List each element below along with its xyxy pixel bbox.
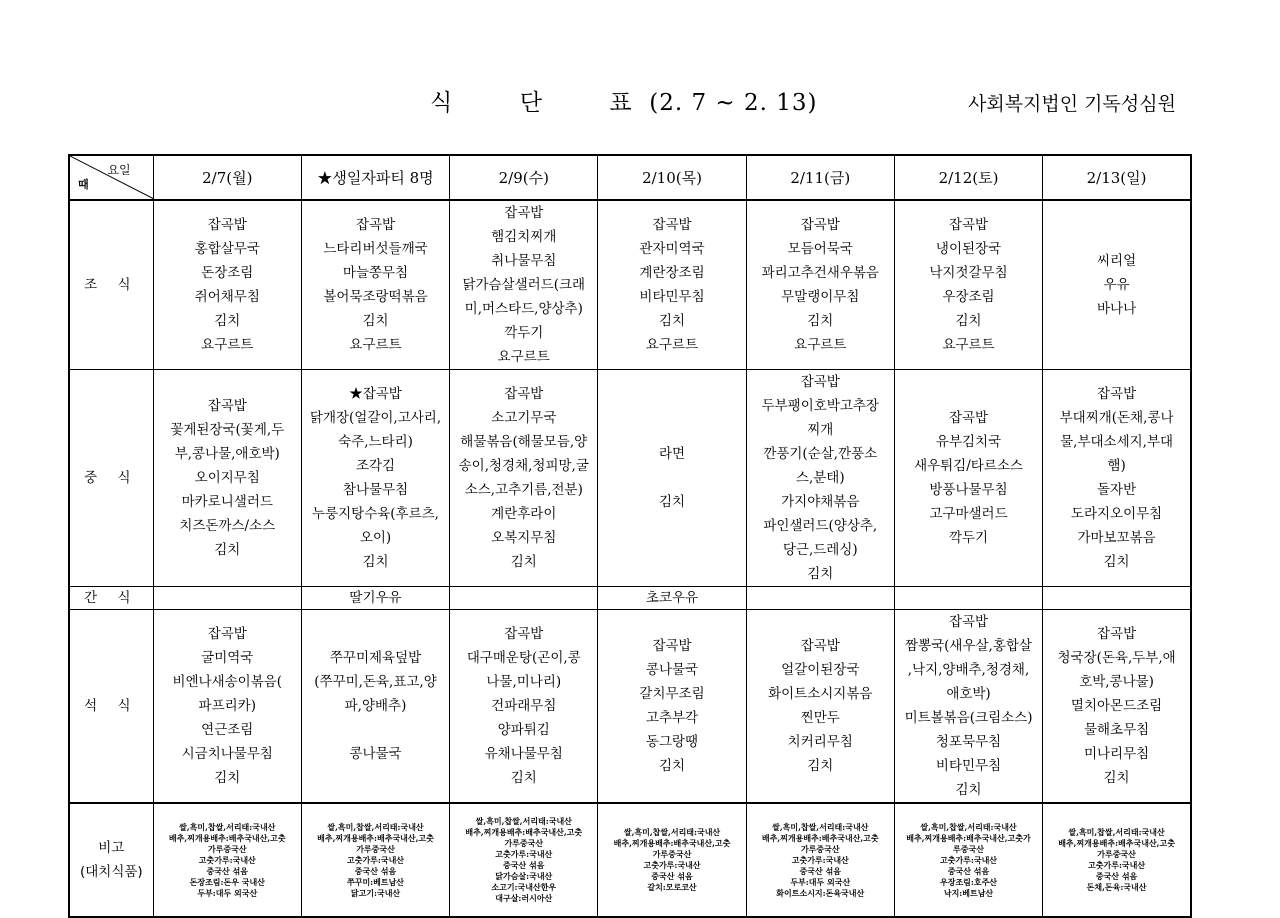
- menu-item: 햄): [1107, 458, 1126, 474]
- notes-cell: [153, 803, 301, 917]
- menu-item: [598, 466, 745, 490]
- dinner-cell: [894, 610, 1042, 804]
- origin-note-line: 배추,찌개용배추:배추국내산,고춧: [168, 832, 286, 843]
- menu-item: 나물,미나리): [486, 674, 562, 690]
- menu-item: 꽈리고추건새우볶음: [761, 265, 879, 281]
- dinner-row: [69, 610, 1191, 804]
- meal-label-notes: [69, 803, 153, 917]
- menu-item: 잡곡밥: [948, 614, 989, 630]
- menu-item: 스,분태): [795, 470, 845, 486]
- origin-note-line: 고춧가루:국내산: [939, 854, 998, 865]
- organization-name: 사회복지법인 기독성심원: [968, 93, 1176, 115]
- origin-note-line: 배추,찌개용배추:배추국내산,고춧: [613, 838, 731, 848]
- menu-item: 시금치나물무침: [181, 746, 273, 762]
- day-header: 2/13(일): [1043, 155, 1191, 200]
- menu-item: 닭개장(얼갈이,고사리,: [309, 410, 442, 426]
- menu-item: 쥐어채무침: [194, 289, 260, 305]
- menu-item: 호박,콩나물): [1079, 674, 1154, 690]
- day-header: 2/9(수): [450, 155, 598, 200]
- dinner-cell: [450, 610, 598, 804]
- origin-note-line: 가루중국산: [800, 843, 840, 854]
- menu-item: 숙주,느타리): [338, 434, 413, 450]
- origin-note-line: 가루중국산: [1097, 849, 1136, 859]
- notes-cell: [1043, 803, 1191, 917]
- dinner-cell: [301, 610, 449, 804]
- menu-item: 요구르트: [942, 337, 995, 353]
- menu-item: 잡곡밥: [504, 626, 544, 642]
- origin-note-line: 소고기:국내산한우: [491, 882, 557, 892]
- origin-note-line: 쌀,흑미,찹쌀,서리태:국내산: [1068, 827, 1165, 837]
- origin-note-line: 중국산 섞음: [503, 860, 545, 870]
- menu-item: 김치: [658, 494, 686, 510]
- lunch-cell: [301, 370, 449, 587]
- menu-item: 마늘쫑무침: [342, 265, 409, 281]
- breakfast-cell: [450, 200, 598, 370]
- menu-item: 취나물무침: [491, 253, 557, 269]
- corner-cell: [69, 155, 153, 200]
- menu-item: 볼어묵조랑떡볶음: [323, 289, 428, 305]
- menu-item: 마카로니샐러드: [181, 494, 273, 510]
- breakfast-cell: [153, 200, 301, 370]
- menu-item: 김치: [955, 782, 982, 798]
- menu-item: 김치: [362, 554, 389, 570]
- menu-item: 동그랑땡: [645, 734, 699, 750]
- snack-row: [69, 587, 1191, 610]
- lunch-cell: [1043, 370, 1191, 587]
- menu-item: ,낙지,양배추,청경채,: [907, 662, 1030, 678]
- menu-item: 물해초무침: [1083, 722, 1150, 738]
- menu-item: 잡곡밥: [948, 217, 989, 233]
- menu-item: 돌자반: [1097, 482, 1137, 498]
- menu-item: 홍합살무국: [194, 241, 260, 257]
- menu-item: 잡곡밥: [1097, 626, 1137, 642]
- snack-cell: [894, 587, 1042, 610]
- menu-item: 누룽지탕수육(후르츠,: [312, 506, 439, 522]
- origin-note-line: 배추,찌개용배추:배추국내산,고춧가: [906, 832, 1031, 843]
- snack-cell: 딸기우유: [301, 587, 449, 610]
- origin-note-line: 가루중국산: [207, 843, 247, 854]
- snack-cell: 초코우유: [598, 587, 746, 610]
- menu-item: 냉이된장국: [935, 241, 1002, 257]
- day-header: 2/10(목): [598, 155, 746, 200]
- dinner-cell: [746, 610, 894, 804]
- menu-item: 김치: [1103, 554, 1130, 570]
- menu-item: 잡곡밥: [652, 217, 692, 233]
- origin-note-line: 쭈꾸미:베트남산: [346, 876, 405, 887]
- menu-item: 찌개: [807, 422, 834, 438]
- origin-note-line: 고춧가루:국내산: [643, 860, 701, 870]
- menu-item: 요구르트: [645, 337, 699, 353]
- origin-note-line: 중국산 섞음: [354, 865, 397, 876]
- menu-item: 잡곡밥: [207, 398, 247, 414]
- menu-item: 조각김: [355, 458, 396, 474]
- snack-cell: [153, 587, 301, 610]
- origin-note-line: 쌀,흑미,찹쌀,서리태:국내산: [327, 821, 424, 832]
- menu-item: [302, 718, 449, 742]
- lunch-cell: [746, 370, 894, 587]
- menu-item: 잡곡밥: [948, 410, 989, 426]
- menu-item: 고추부각: [645, 710, 699, 726]
- menu-item: 김치: [214, 313, 241, 329]
- menu-item: 잡곡밥: [504, 205, 544, 221]
- menu-item: 부,콩나물,애호박): [174, 446, 280, 462]
- header-row: [69, 155, 1191, 200]
- menu-item: 치커리무침: [787, 734, 853, 750]
- menu-item: 잡곡밥: [207, 217, 247, 233]
- origin-note-line: 가루중국산: [652, 849, 692, 859]
- menu-item: 방풍나물무침: [929, 482, 1008, 498]
- menu-item: 물,부대소세지,부대: [1060, 434, 1174, 450]
- menu-item: 도라지오이무침: [1070, 506, 1163, 522]
- origin-note-line: 고춧가루:국내산: [198, 854, 256, 865]
- breakfast-cell: [598, 200, 746, 370]
- origin-note-line: 대구살:러시아산: [495, 893, 553, 903]
- menu-item: 치즈돈까스/소스: [179, 518, 276, 534]
- menu-item: 유채나물무침: [484, 746, 563, 762]
- menu-item: 비엔나새송이볶음(: [172, 674, 283, 690]
- origin-note-line: 루중국산: [953, 843, 984, 854]
- origin-note-line: 고춧가루:국내산: [495, 849, 553, 859]
- menu-item: 유부김치국: [935, 434, 1002, 450]
- origin-note-line: 배추,찌개용배추:배추국내산,고춧: [317, 832, 434, 843]
- meal-label-breakfast: 조 식: [69, 200, 153, 370]
- origin-note-line: 가루중국산: [504, 838, 544, 848]
- menu-item: 가지야채볶음: [781, 494, 860, 510]
- menu-item: 닭가슴살샐러드(크래: [462, 277, 586, 293]
- menu-item: 잡곡밥: [355, 217, 396, 233]
- origin-note-line: 닭가슴살:국내산: [495, 871, 553, 881]
- lunch-row: [69, 370, 1191, 587]
- menu-item: 김치: [1103, 770, 1130, 786]
- menu-item: 미트볼볶음(크림소스): [904, 710, 1033, 726]
- origin-note-line: 돈장조림:돈우 국내산: [189, 876, 265, 887]
- menu-item: 오이): [359, 530, 392, 546]
- origin-note-line: 닭고기:국내산: [350, 887, 401, 898]
- menu-item: 김치: [510, 554, 537, 570]
- day-header: ★생일자파티 8명: [301, 155, 449, 200]
- menu-item: 낙지젓갈무침: [929, 265, 1008, 281]
- menu-item: 잡곡밥: [652, 638, 692, 654]
- menu-item: 잡곡밥: [1097, 386, 1137, 402]
- origin-note-line: 낙지:베트남산: [943, 887, 994, 898]
- origin-note-line: 쌀,흑미,찹쌀,서리태:국내산: [772, 821, 869, 832]
- breakfast-cell: [746, 200, 894, 370]
- menu-item: 콩나물국: [349, 746, 402, 762]
- origin-note-line: 배추,찌개용배추:배추국내산,고춧: [761, 832, 879, 843]
- menu-item: 계란후라이: [491, 506, 557, 522]
- menu-item: (쭈꾸미,돈육,표고,양: [314, 674, 437, 690]
- menu-item: 당근,드레싱): [782, 542, 858, 558]
- menu-item: 김치: [807, 313, 834, 329]
- menu-item: 요구르트: [201, 337, 254, 353]
- origin-note-line: 배추,찌개용배추:배추국내산,고춧: [465, 827, 583, 837]
- origin-note-line: 중국산 섞음: [947, 865, 990, 876]
- menu-item: 오복지무침: [491, 530, 557, 546]
- meal-label-lunch: 중 식: [69, 370, 153, 587]
- menu-item: 가마보꼬볶음: [1077, 530, 1156, 546]
- menu-item: 잡곡밥: [207, 626, 247, 642]
- origin-note-line: 중국산 섞음: [651, 871, 693, 881]
- origin-note-line: 우장조림:호주산: [939, 876, 998, 887]
- menu-item: 파인샐러드(양상추,: [763, 518, 878, 534]
- menu-item: 씨리얼: [1097, 253, 1137, 269]
- menu-item: 꽃게된장국(꽃게,두: [170, 422, 285, 438]
- lunch-cell: [450, 370, 598, 587]
- menu-item: 갈치무조림: [639, 686, 705, 702]
- menu-item: 김치: [658, 758, 686, 774]
- origin-note-line: 화이트소시지:돈육국내산: [776, 887, 865, 898]
- menu-item: 송이,청경채,청피망,굴: [458, 458, 589, 474]
- menu-item: 양파튀김: [497, 722, 550, 738]
- meal-label-dinner: 석 식: [69, 610, 153, 804]
- menu-item: 찐만두: [800, 710, 840, 726]
- day-header: 2/12(토): [894, 155, 1042, 200]
- menu-item: 모듬어묵국: [787, 241, 853, 257]
- origin-note-line: 중국산 섞음: [1095, 871, 1138, 881]
- menu-item: 깍두기: [504, 325, 544, 341]
- lunch-cell: [894, 370, 1042, 587]
- menu-item: 굴미역국: [201, 650, 254, 666]
- menu-item: 고구마샐러드: [929, 506, 1008, 522]
- origin-note-line: 갈치:모로코산: [647, 882, 697, 892]
- origin-note-line: 두부:대두 외국산: [790, 876, 851, 887]
- origin-note-line: 두부:대두 외국산: [197, 887, 258, 898]
- menu-item: 김치: [955, 313, 982, 329]
- menu-item: 청포묵무침: [935, 734, 1002, 750]
- menu-item: 연근조림: [201, 722, 254, 738]
- menu-item: 쭈꾸미제육덮밥: [329, 650, 422, 666]
- notes-cell: [301, 803, 449, 917]
- notes-cell: [746, 803, 894, 917]
- menu-item: 건파래무침: [491, 698, 557, 714]
- menu-item: 깐풍기(순살,깐풍소: [763, 446, 878, 462]
- origin-note-line: 쌀,흑미,찹쌀,서리태:국내산: [179, 821, 276, 832]
- menu-item: 우유: [1103, 277, 1130, 293]
- menu-item: 청국장(돈육,두부,애: [1057, 650, 1176, 666]
- meal-table: [68, 154, 1192, 918]
- menu-item: 잡곡밥: [800, 638, 840, 654]
- breakfast-cell: [894, 200, 1042, 370]
- menu-item: 관자미역국: [639, 241, 705, 257]
- snack-cell: [746, 587, 894, 610]
- corner-day-label: 요일: [107, 163, 131, 177]
- menu-item: 햄김치찌개: [491, 229, 557, 245]
- notes-cell: [894, 803, 1042, 917]
- menu-item: 김치: [807, 758, 834, 774]
- lunch-cell: [153, 370, 301, 587]
- meal-label-snack: 간 식: [69, 587, 153, 610]
- origin-note-line: 쌀,흑미,찹쌀,서리태:국내산: [920, 821, 1017, 832]
- lunch-cell: [598, 370, 746, 587]
- breakfast-cell: [1043, 200, 1191, 370]
- notes-label-line: 비고: [98, 840, 125, 856]
- menu-item: 파,양배추): [344, 698, 407, 714]
- menu-item: 돈장조림: [201, 265, 254, 281]
- menu-item: 오이지무침: [194, 470, 260, 486]
- origin-note-line: 쌀,흑미,찹쌀,서리태:국내산: [475, 816, 572, 826]
- breakfast-cell: [301, 200, 449, 370]
- menu-item: 바나나: [1097, 301, 1137, 317]
- menu-item: 소스,고추기름,전분): [464, 482, 583, 498]
- notes-label-line: (대치식품): [79, 864, 143, 880]
- menu-item: 파프리카): [198, 698, 256, 714]
- menu-item: 잡곡밥: [800, 374, 840, 390]
- menu-item: 요구르트: [349, 337, 402, 353]
- menu-item: 해물볶음(해물모듬,양: [460, 434, 588, 450]
- dinner-cell: [598, 610, 746, 804]
- dinner-cell: [153, 610, 301, 804]
- day-header: 2/11(금): [746, 155, 894, 200]
- menu-item: 요구르트: [794, 337, 847, 353]
- snack-cell: [450, 587, 598, 610]
- origin-note-line: 쌀,흑미,찹쌀,서리태:국내산: [623, 827, 721, 837]
- notes-cell: [598, 803, 746, 917]
- day-header: 2/7(월): [153, 155, 301, 200]
- menu-item: 요구르트: [497, 349, 550, 365]
- menu-item: 대구매운탕(곤이,콩: [466, 650, 581, 666]
- menu-item: 애호박): [946, 686, 991, 702]
- origin-note-line: 고춧가루:국내산: [1088, 860, 1146, 870]
- menu-item: 김치: [658, 313, 686, 329]
- menu-item: 느타리버섯들깨국: [323, 241, 428, 257]
- menu-item: 참나물무침: [342, 482, 409, 498]
- notes-row: [69, 803, 1191, 917]
- notes-cell: [450, 803, 598, 917]
- menu-item: 계란장조림: [639, 265, 705, 281]
- menu-item: 부대찌개(돈채,콩나: [1059, 410, 1174, 426]
- menu-item: 짬뽕국(새우살,홍합살: [905, 638, 1032, 654]
- origin-note-line: 돈채,돈육:국내산: [1086, 882, 1147, 892]
- origin-note-line: 고춧가루:국내산: [791, 854, 849, 865]
- menu-item: 무말랭이무침: [781, 289, 860, 305]
- breakfast-row: [69, 200, 1191, 370]
- menu-item: 라면: [658, 446, 686, 462]
- menu-item: 멸치아몬드조림: [1070, 698, 1163, 714]
- origin-note-line: 가루중국산: [356, 843, 395, 854]
- menu-item: 얼갈이된장국: [781, 662, 860, 678]
- menu-item: 소고기무국: [491, 410, 557, 426]
- origin-note-line: 고춧가루:국내산: [346, 854, 405, 865]
- menu-item: 비타민무침: [639, 289, 705, 305]
- menu-item: 잡곡밥: [800, 217, 840, 233]
- menu-item: 비타민무침: [935, 758, 1002, 774]
- menu-item: 김치: [214, 542, 241, 558]
- origin-note-line: 배추,찌개용배추:배추국내산,고춧: [1058, 838, 1175, 848]
- menu-item: 미,머스타드,양상추): [464, 301, 583, 317]
- menu-item: 콩나물국: [645, 662, 699, 678]
- menu-item: 우장조림: [942, 289, 995, 305]
- dinner-cell: [1043, 610, 1191, 804]
- origin-note-line: 중국산 섞음: [206, 865, 248, 876]
- menu-item: ★잡곡밥: [349, 386, 402, 402]
- menu-item: 두부팽이호박고추장: [761, 398, 879, 414]
- menu-item: 김치: [362, 313, 389, 329]
- origin-note-line: 중국산 섞음: [799, 865, 841, 876]
- snack-cell: [1043, 587, 1191, 610]
- corner-meal-label: 때: [78, 178, 89, 191]
- menu-item: 화이트소시지볶음: [768, 686, 873, 702]
- menu-item: 김치: [214, 770, 241, 786]
- menu-item: 미나리무침: [1083, 746, 1150, 762]
- menu-item: 김치: [807, 566, 834, 582]
- page-title: 식 단 표 (2. 7 ~ 2. 13): [430, 90, 818, 116]
- menu-item: 잡곡밥: [504, 386, 544, 402]
- menu-item: 새우튀김/타르소스: [914, 458, 1023, 474]
- menu-item: 깍두기: [948, 530, 989, 546]
- menu-item: 김치: [510, 770, 537, 786]
